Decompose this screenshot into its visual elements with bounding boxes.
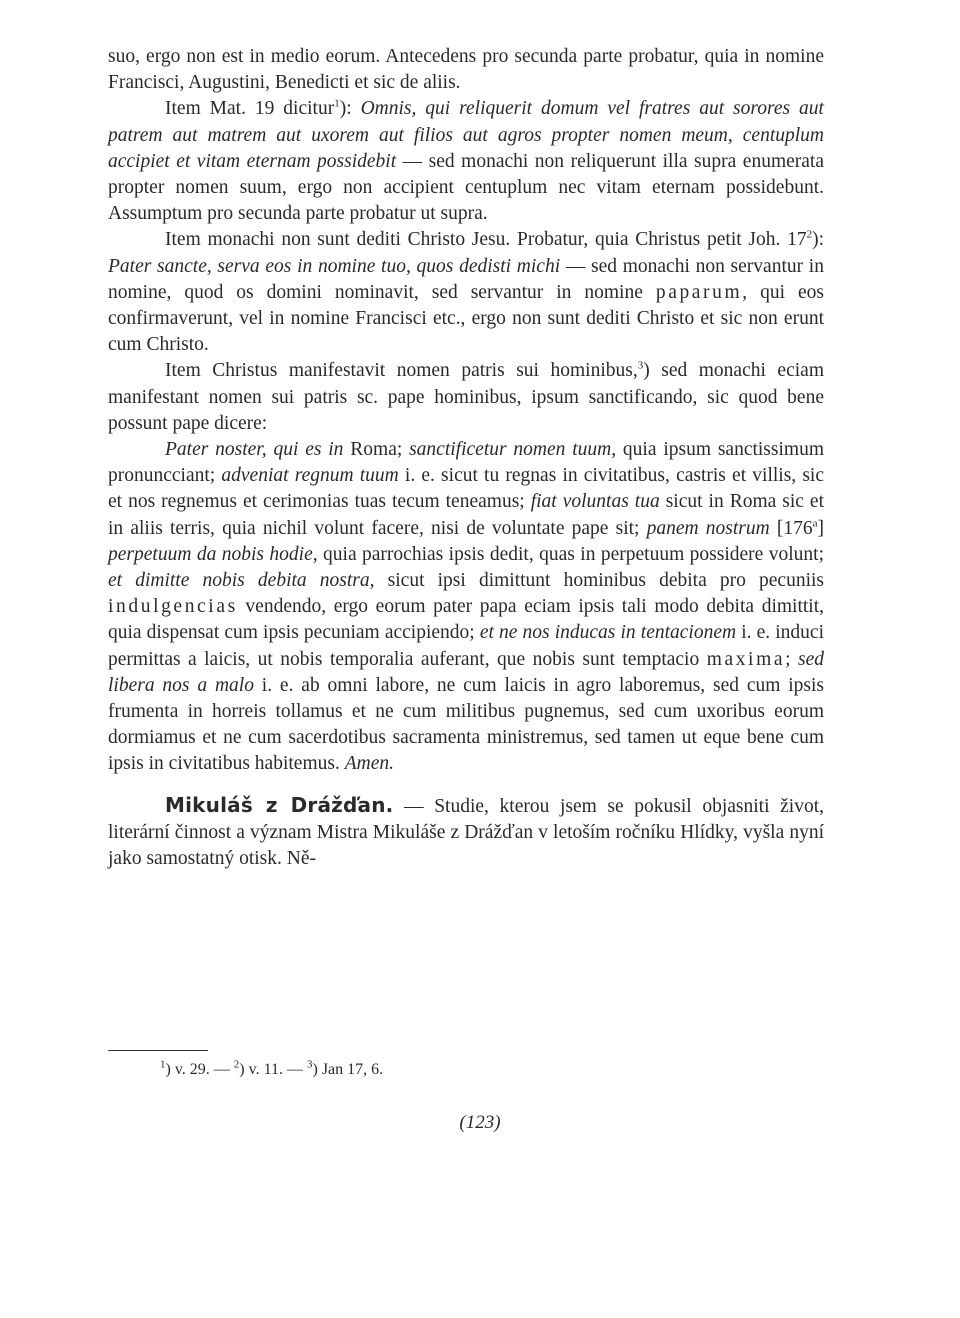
paragraph-3-spaced: paparum: [655, 281, 743, 303]
paragraph-3-mid: — sed monachi non servantur in nomine, quod os domini nominavit, sed servantur in nomine: [108, 255, 824, 303]
spaced-word-1: indulgencias: [108, 596, 238, 618]
footnote-rule: [108, 1050, 208, 1051]
document-body: [108, 44, 824, 872]
folio-sup: a: [812, 517, 818, 530]
paragraph-5-parody: [108, 437, 824, 778]
paragraph-2-lead: Item Mat. 19 dicitur: [165, 98, 335, 120]
text-4: sicut in Roma sic et in aliis terris, quia nichil volunt facere, nisi de voluntate pape sit;: [108, 491, 825, 539]
paragraph-4-lead: Item Christus manifestavit nomen patris sui hominibus,: [165, 360, 638, 382]
text-12: i. e. ab omni labore, ne cum laicis in agro laboremus, sed cum ipsis frumenta in horreis tollamus et ne cum militibus pugnemus, sed cum uxoribus eorum dormiamus et ne cum sacerdotibus sacramenta ministremus, sed tamen ut eque bene cum ipsis in civitatibus habitemus.: [108, 674, 825, 775]
quote-6: perpetuum da nobis hodie,: [108, 543, 318, 565]
footnote-mark-1: 1: [160, 1058, 166, 1071]
footnote-ref-1: 1: [334, 97, 340, 110]
paragraph-4: [108, 358, 824, 437]
text-3: i. e. sicut tu regnas in civitatibus, castris et villis, sic et nos regnemus et cerimonias tuas tecum teneamus;: [108, 465, 825, 513]
quote-8: et ne nos inducas in tentacionem: [479, 622, 737, 644]
quote-5: panem nostrum: [646, 517, 770, 539]
quote-2: sanctificetur nomen tuum,: [409, 439, 617, 461]
spaced-word-2: maxima: [706, 648, 786, 670]
paragraph-1-text: suo, ergo non est in medio eorum. Antecedens pro secunda parte probatur, quia in nomine Francisci, Augustini, Benedicti et sic de aliis.: [108, 46, 824, 94]
text-6: ]: [817, 517, 824, 539]
paragraph-3: [108, 227, 824, 358]
paragraph-2-colon: ):: [339, 98, 361, 120]
quote-3: adveniat regnum tuum: [221, 465, 399, 487]
footnote-2: ) v. 11. —: [239, 1061, 307, 1078]
footnote-3: ) Jan 17, 6.: [312, 1061, 384, 1078]
text-2: quia ipsum sanctissimum pronuncciant;: [108, 439, 824, 487]
footnote-ref-2: 2: [806, 228, 813, 241]
footnote-mark-3: 3: [307, 1058, 313, 1071]
text-5: [176: [769, 517, 813, 539]
paragraph-3-colon: ):: [812, 229, 824, 251]
paragraph-2-quote: Omnis, qui reliquerit domum vel fratres aut sorores aut patrem aut matrem aut uxorem aut filios aut agros propter nomen meum, centuplum accipiet et vitam eternam possidebit: [108, 98, 824, 172]
footnote-mark-2: 2: [233, 1058, 240, 1071]
paragraph-1: [108, 44, 824, 96]
text-8: sicut ipsi dimittunt hominibus debita pro pecuniis: [374, 570, 825, 592]
paragraph-2: [108, 96, 824, 227]
paragraph-4-rest: ) sed monachi eciam manifestant nomen sui patris sc. pape hominibus, ipsum sanctificando, sic quod bene possunt pape dicere:: [108, 360, 824, 434]
paragraph-3-lead: Item monachi non sunt dediti Christo Jesu. Probatur, quia Christus petit Joh. 17: [165, 229, 807, 251]
quote-10: Amen.: [344, 753, 394, 775]
footnote-ref-3: 3: [637, 359, 644, 372]
paragraph-3-quote: Pater sancte, serva eos in nomine tuo, quos dedisti michi: [108, 255, 561, 277]
quote-7: et dimitte nobis debita nostra,: [108, 570, 375, 592]
quote-1: Pater noster, qui es in: [165, 439, 344, 461]
paragraph-2-rest: — sed monachi non reliquerunt illa supra enumerata propter nomen suum, ergo non accipient centuplum nec vitam eternam possidebunt. Assumptum pro secunda parte probatur ut supra.: [108, 150, 824, 225]
text-9: vendendo, ergo eorum pater papa eciam ipsis tali modo debita dimittit, quia dispensat cum ipsis pecuniam accipiendo;: [108, 596, 824, 644]
section-heading: Mikuláš z Drážďan.: [165, 792, 394, 817]
footnotes: [160, 1060, 383, 1080]
paragraph-6: [108, 792, 824, 873]
text-7: quia parrochias ipsis dedit, quas in perpetuum possidere volunt;: [317, 543, 824, 565]
paragraph-6-text: — Studie, kterou jsem se pokusil objasniti život, literární činnost a význam Mistra Mikuláše z Drážďan v letoším ročníku Hlídky, vyšla nyní jako samostatný otisk. Ně-: [108, 795, 824, 870]
text-1: Roma;: [343, 439, 410, 461]
paragraph-3-rest: , qui eos confirmaverunt, vel in nomine Francisci etc., ergo non sunt dediti Christo et sic non erunt cum Christo.: [108, 281, 824, 356]
footnote-1: ) v. 29. —: [165, 1061, 234, 1078]
quote-4: fiat voluntas tua: [530, 491, 660, 513]
page-number: (123): [459, 1112, 501, 1133]
text-10: i. e. induci permittas a laicis, ut nobis temporalia auferant, que nobis sunt temptacio: [108, 622, 824, 670]
quote-9: sed libera nos a malo: [108, 648, 824, 696]
text-11: ;: [785, 648, 798, 670]
